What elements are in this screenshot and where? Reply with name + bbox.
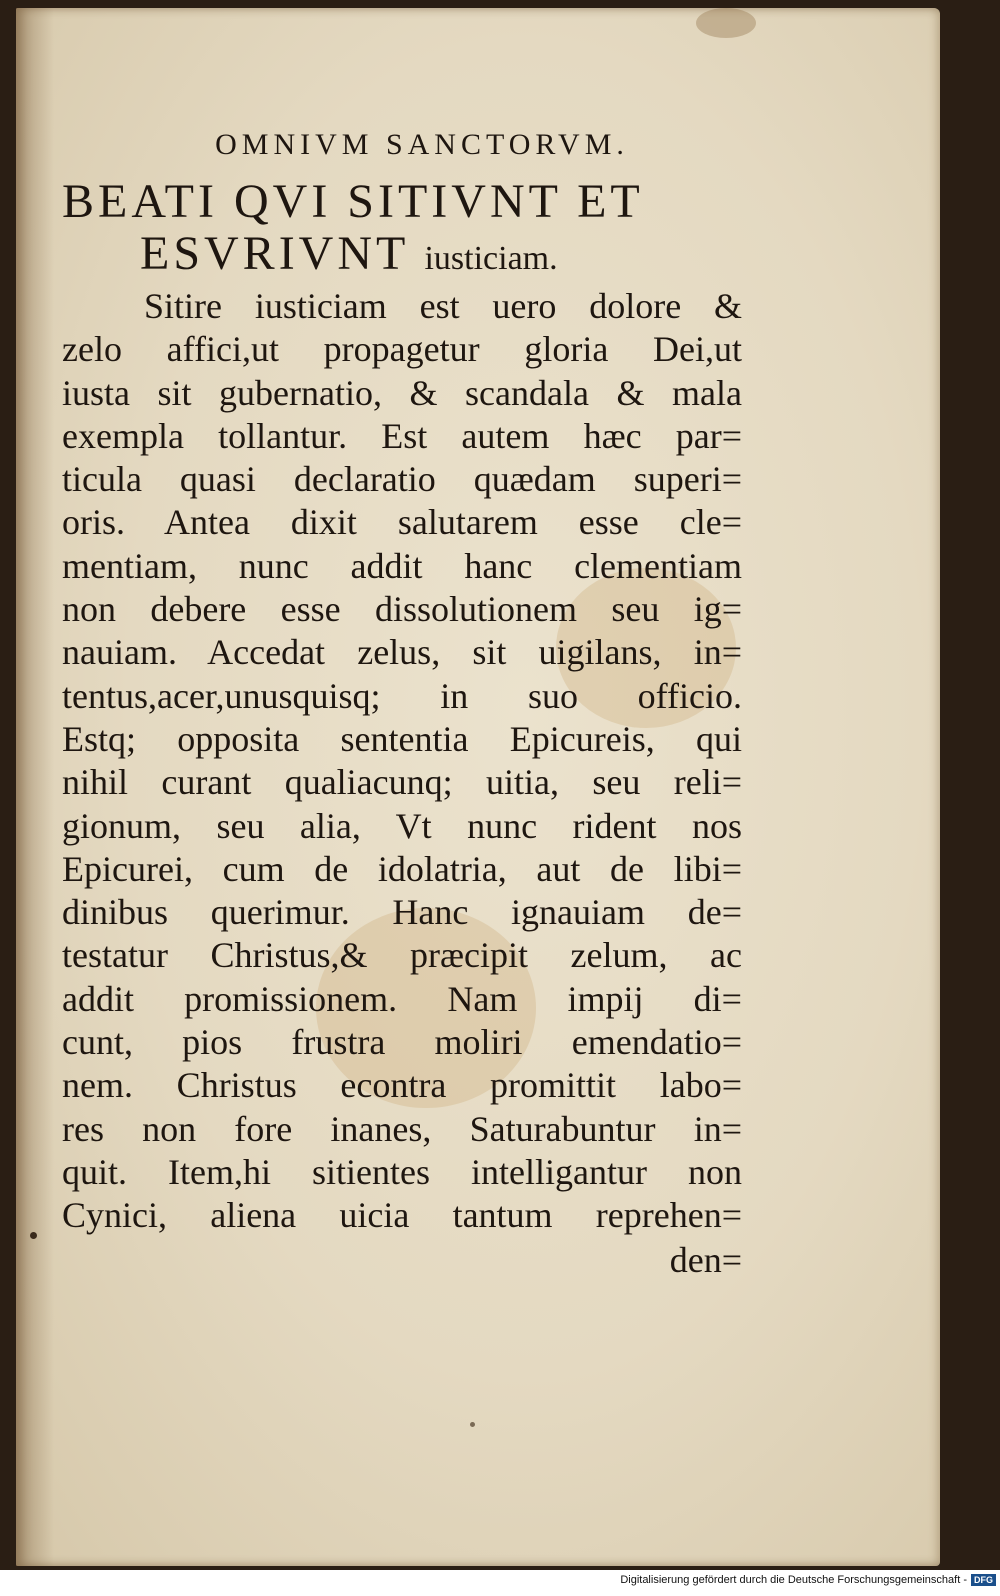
body-line: iusta sit gubernatio, & scandala & mala	[62, 372, 742, 413]
body-line: gionum, seu alia, Vt nunc rident nos	[62, 805, 742, 846]
heading-line-2	[62, 228, 742, 285]
body-line: exempla tollantur. Est autem hæc par=	[62, 415, 742, 456]
body-line: res non fore inanes, Saturabuntur in=	[62, 1108, 742, 1149]
body-line: nauiam. Accedat zelus, sit uigilans, in=	[62, 632, 742, 673]
catchword: den=	[669, 1239, 742, 1280]
ink-spot	[30, 1232, 37, 1239]
body-line: non debere esse dissolutionem seu ig=	[62, 589, 742, 630]
digitization-footer	[0, 1574, 996, 1594]
body-line: addit promissionem. Nam impij di=	[62, 978, 742, 1019]
paper-stain	[696, 8, 756, 38]
body-line: Estq; opposita sententia Epicureis, qui	[62, 718, 742, 759]
body-line: oris. Antea dixit salutarem esse cle=	[62, 502, 742, 543]
ink-spot	[470, 1422, 475, 1427]
body-line: Epicurei, cum de idolatria, aut de libi=	[62, 848, 742, 889]
body-line: Sitire iusticiam est uero dolore &	[144, 286, 742, 326]
body-line: tentus,acer,unusquisq; in suo officio.	[62, 675, 742, 716]
page-gutter-shadow	[16, 8, 54, 1566]
body-line: dinibus querimur. Hanc ignauiam de=	[62, 892, 742, 933]
body-line: ticula quasi declaratio quædam superi=	[62, 459, 742, 500]
page-text	[62, 110, 742, 1282]
body-line: mentiam, nunc addit hanc clementiam	[62, 545, 742, 586]
footer-credit: Digitalisierung gefördert durch die Deutsche Forschungsgemeinschaft -	[620, 1574, 967, 1586]
dfg-logo-icon: DFG	[971, 1574, 996, 1586]
running-head: OMNIVM SANCTORVM.	[215, 128, 629, 161]
body-line: quit. Item,hi sitientes intelligantur non	[62, 1151, 742, 1192]
body-line: nem. Christus econtra promittit labo=	[62, 1065, 742, 1106]
body-line: testatur Christus,& præcipit zelum, ac	[62, 935, 742, 976]
body-line: zelo affici,ut propagetur gloria Dei,ut	[62, 329, 742, 370]
body-line: nihil curant qualiacunq; uitia, seu reli=	[62, 762, 742, 803]
heading-caps: ESVRIVNT	[140, 227, 425, 280]
heading-lower: iusticiam.	[424, 240, 558, 277]
body-line: cunt, pios frustra moliri emendatio=	[62, 1022, 742, 1063]
body-line: Cynici, aliena uicia tantum reprehen=	[62, 1195, 742, 1236]
body-text	[62, 285, 742, 1238]
heading-line-1: BEATI QVI SITIVNT ET	[62, 175, 644, 228]
